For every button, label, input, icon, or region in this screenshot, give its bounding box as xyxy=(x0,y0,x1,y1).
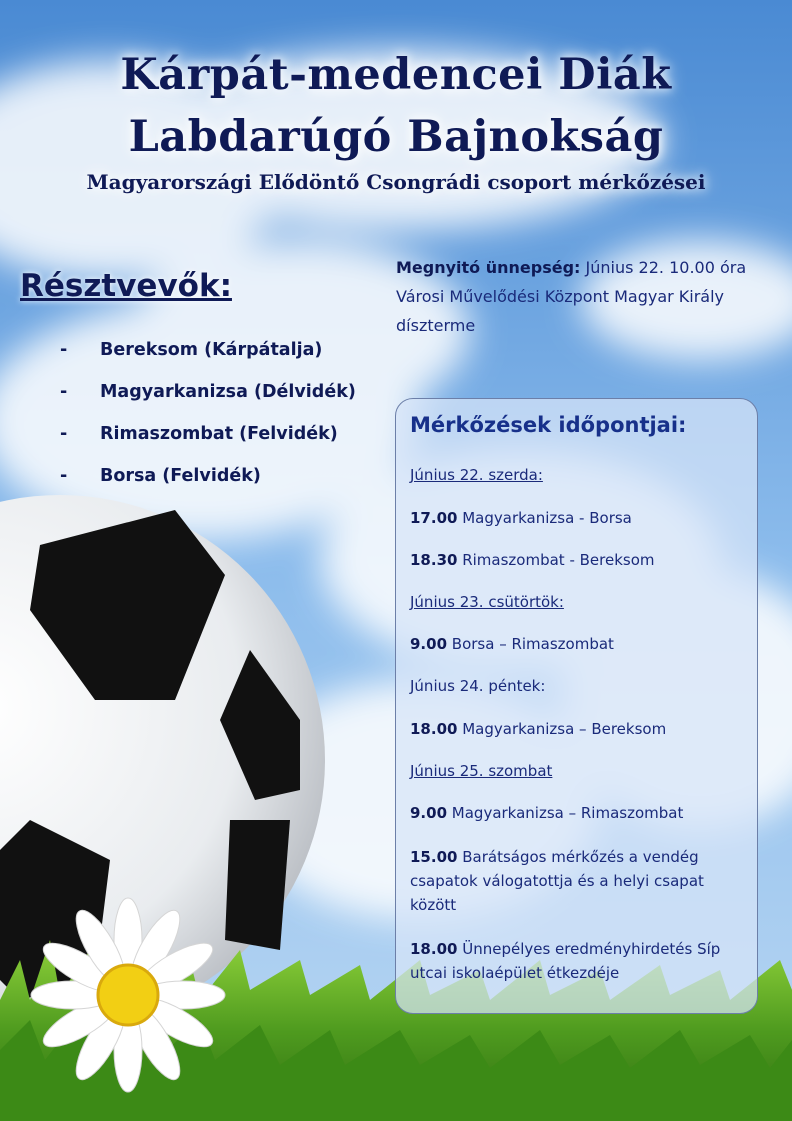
schedule-match xyxy=(410,717,745,741)
list-bullet: - xyxy=(60,424,68,444)
schedule-match xyxy=(410,548,745,572)
list-bullet: - xyxy=(60,382,68,402)
schedule-match xyxy=(410,801,745,825)
schedule-day: Június 22. szerda: xyxy=(410,466,543,484)
match-text: Magyarkanizsa – Rimaszombat xyxy=(447,804,684,822)
list-item xyxy=(60,424,338,444)
match-text: Magyarkanizsa – Bereksom xyxy=(457,720,667,738)
team-name: Rimaszombat (Felvidék) xyxy=(100,424,338,444)
match-text: Magyarkanizsa - Borsa xyxy=(457,509,632,527)
list-item xyxy=(60,466,261,486)
match-text: Rimaszombat - Bereksom xyxy=(457,551,655,569)
match-time: 9.00 xyxy=(410,804,448,822)
schedule-box xyxy=(395,398,758,1014)
schedule-match xyxy=(410,632,745,656)
subtitle: Magyarországi Elődöntő Csongrádi csoport mérkőzései xyxy=(86,170,706,194)
match-text: Barátságos mérkőzés a vendég csapatok válogatottja és a helyi csapat között xyxy=(410,848,704,914)
match-time: 18.30 xyxy=(410,551,458,569)
schedule-day: Június 25. szombat xyxy=(410,762,553,780)
team-name: Magyarkanizsa (Délvidék) xyxy=(100,382,356,402)
match-time: 18.00 xyxy=(410,720,458,738)
list-item xyxy=(60,340,322,360)
list-bullet: - xyxy=(60,340,68,360)
match-time: 18.00 xyxy=(410,940,458,958)
match-text: Borsa – Rimaszombat xyxy=(447,635,614,653)
list-bullet: - xyxy=(60,466,68,486)
opening-text: Június 22. 10.00 óra Városi Művelődési Központ Magyar Király díszterme xyxy=(396,258,747,335)
match-time: 9.00 xyxy=(410,635,448,653)
match-text: Ünnepélyes eredményhirdetés Síp utcai iskolaépület étkezdéje xyxy=(410,940,721,982)
match-time: 15.00 xyxy=(410,848,458,866)
team-name: Borsa (Felvidék) xyxy=(100,466,261,486)
title-line-1: Kárpát-medencei Diák xyxy=(120,50,672,100)
schedule-day: Június 23. csütörtök: xyxy=(410,593,564,611)
schedule-day: Június 24. péntek: xyxy=(410,677,546,695)
match-time: 17.00 xyxy=(410,509,458,527)
list-item xyxy=(60,382,356,402)
schedule-match xyxy=(410,937,745,985)
opening-label: Megnyitó ünnepség: xyxy=(396,258,581,277)
opening-ceremony xyxy=(396,253,776,340)
schedule-heading: Mérkőzések időpontjai: xyxy=(410,413,687,437)
participants-heading: Résztvevők: xyxy=(20,268,232,304)
title-line-2: Labdarúgó Bajnokság xyxy=(128,112,664,162)
schedule-match xyxy=(410,845,745,917)
team-name: Bereksom (Kárpátalja) xyxy=(100,340,323,360)
schedule-match xyxy=(410,506,745,530)
